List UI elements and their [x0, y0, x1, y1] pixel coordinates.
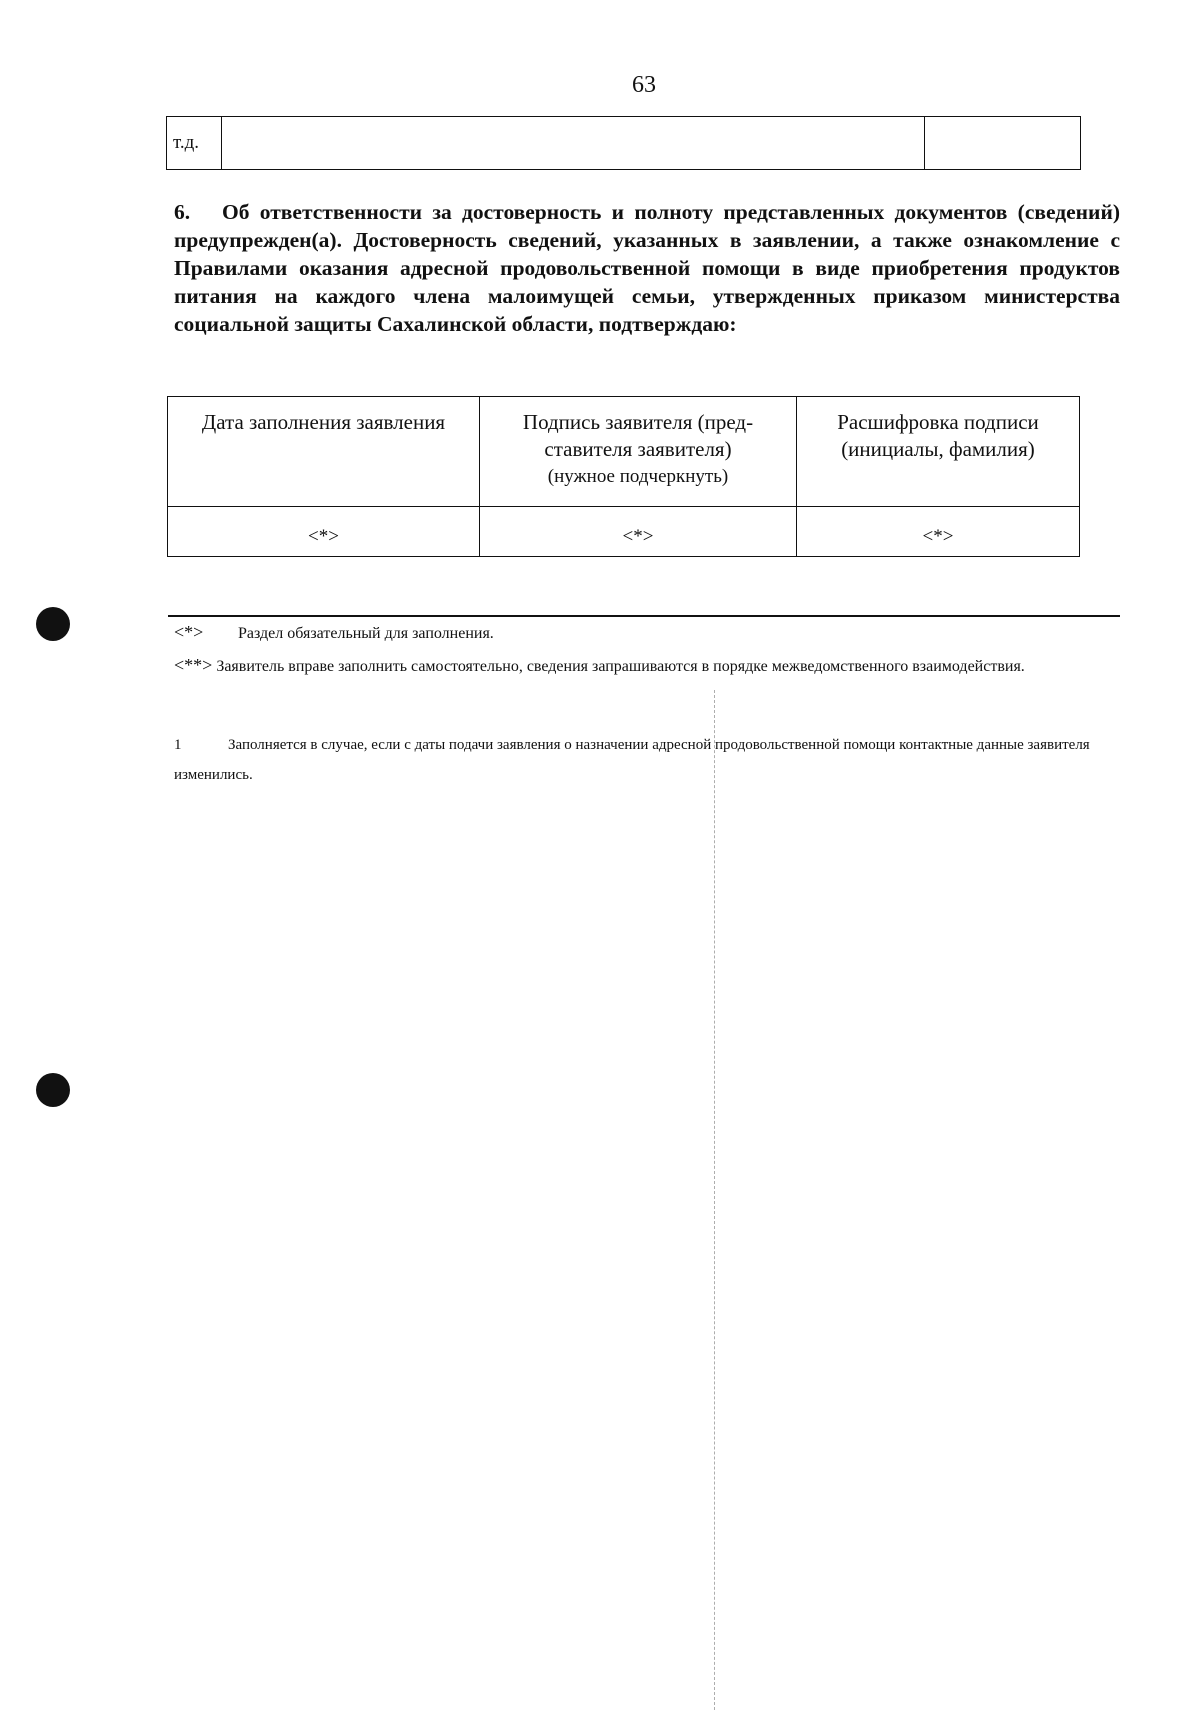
footnote-mark: <**> — [174, 655, 213, 675]
required-mark: <*> — [168, 507, 480, 557]
footnote-divider — [168, 615, 1120, 617]
empty-cell — [222, 117, 925, 170]
required-mark: <*> — [797, 507, 1080, 557]
footnote-text: Заполняется в случае, если с даты подачи заявления о назначении адресной продовольственной помощи контактные данные заявителя изменились. — [174, 737, 1090, 783]
decoding-header — [797, 397, 1080, 507]
footnote-1 — [174, 622, 494, 644]
punch-hole — [36, 1073, 70, 1107]
signature-header-line: ставителя заявителя) — [544, 437, 732, 461]
section-text: Об ответственности за достоверность и полноту представленных документов (сведений) предупрежден(а). Достоверность сведений, указанных в заявлении, а также ознакомление с Правилами оказания адресной продовольственной помощи в виде приобретения продуктов питания на каждого члена малоимущей семьи, утвержденных приказом министерства социальной защиты Сахалинской области, подтверждаю: — [174, 200, 1120, 336]
date-header — [168, 397, 480, 507]
decoding-header-line: (инициалы, фамилия) — [841, 437, 1035, 461]
continuation-table — [166, 116, 1081, 170]
footnote-2 — [174, 655, 1120, 677]
footnote-3 — [174, 730, 1120, 790]
footnote-mark: 1 — [174, 737, 182, 753]
signature-header — [480, 397, 797, 507]
signature-header-line: Подпись заявителя (пред- — [522, 410, 754, 434]
date-header-label: Дата заполнения заявления — [201, 410, 446, 434]
decoding-header-line: Расшифровка подписи — [837, 410, 1039, 434]
signature-table — [167, 396, 1080, 557]
footnote-text: Раздел обязательный для заполнения. — [238, 625, 494, 642]
scan-artifact — [714, 690, 715, 1710]
table-row — [167, 117, 1081, 170]
row-label: т.д. — [167, 117, 222, 170]
table-header-row — [168, 397, 1080, 507]
footnote-text: Заявитель вправе заполнить самостоятельно, сведения запрашиваются в порядке межведомственного взаимодействия. — [216, 658, 1025, 675]
signature-header-hint: (нужное подчеркнуть) — [547, 466, 729, 487]
page-number: 63 — [632, 72, 656, 98]
punch-hole — [36, 607, 70, 641]
table-row — [168, 507, 1080, 557]
empty-cell — [925, 117, 1081, 170]
section-number: 6. — [174, 200, 191, 224]
footnote-mark: <*> — [174, 622, 204, 642]
section-6 — [174, 198, 1120, 338]
required-mark: <*> — [480, 507, 797, 557]
